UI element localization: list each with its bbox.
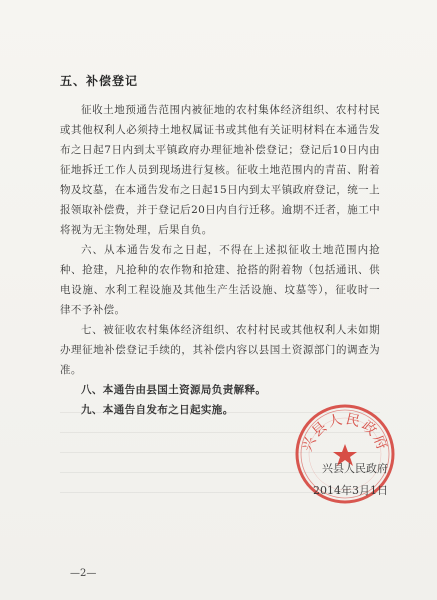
section-8-paragraph: 八、本通告由县国土资源局负责解释。 (81, 384, 267, 396)
section-6-paragraph: 六、从本通告发布之日起，不得在上述拟征收土地范围内抢种、抢建，凡抢种的农作物和抢建、抢搭的附着物（包括通讯、供电设施、水利工程设施及其他生产生活设施、坟墓等），征收时一律不予补偿。 (60, 244, 380, 316)
section-5-paragraph: 征收土地预通告范围内被征地的农村集体经济组织、农村村民或其他权利人必须持土地权属证书或其他有关证明材料在本通告发布之日起7日内到太平镇政府办理征地补偿登记；登记后10日内由征地拆迁工作人员到现场进行复核。征收土地范围内的青苗、附着物及坟墓，在本通告发布之日起15日内到太平镇政府登记，统一上报领取补偿费，并于登记后20日内自行迁移。逾期不迁者，施工中将视为无主物处理，后果自负。 (60, 104, 380, 236)
section-9-paragraph: 九、本通告自发布之日起实施。 (81, 404, 234, 416)
svg-text:兴县人民政府: 兴县人民政府 (299, 411, 391, 454)
document-body (60, 72, 380, 420)
signature-block (238, 460, 388, 500)
section-5-heading: 五、补偿登记 (60, 74, 139, 88)
signature-organization: 兴县人民政府 (322, 462, 388, 475)
page-number: —2— (70, 568, 97, 579)
signature-date: 2014年3月1日 (313, 484, 388, 497)
section-7-paragraph: 七、被征收农村集体经济组织、农村村民或其他权利人未如期办理征地补偿登记手续的，其补偿内容以县国土资源部门的调查为准。 (60, 324, 380, 376)
